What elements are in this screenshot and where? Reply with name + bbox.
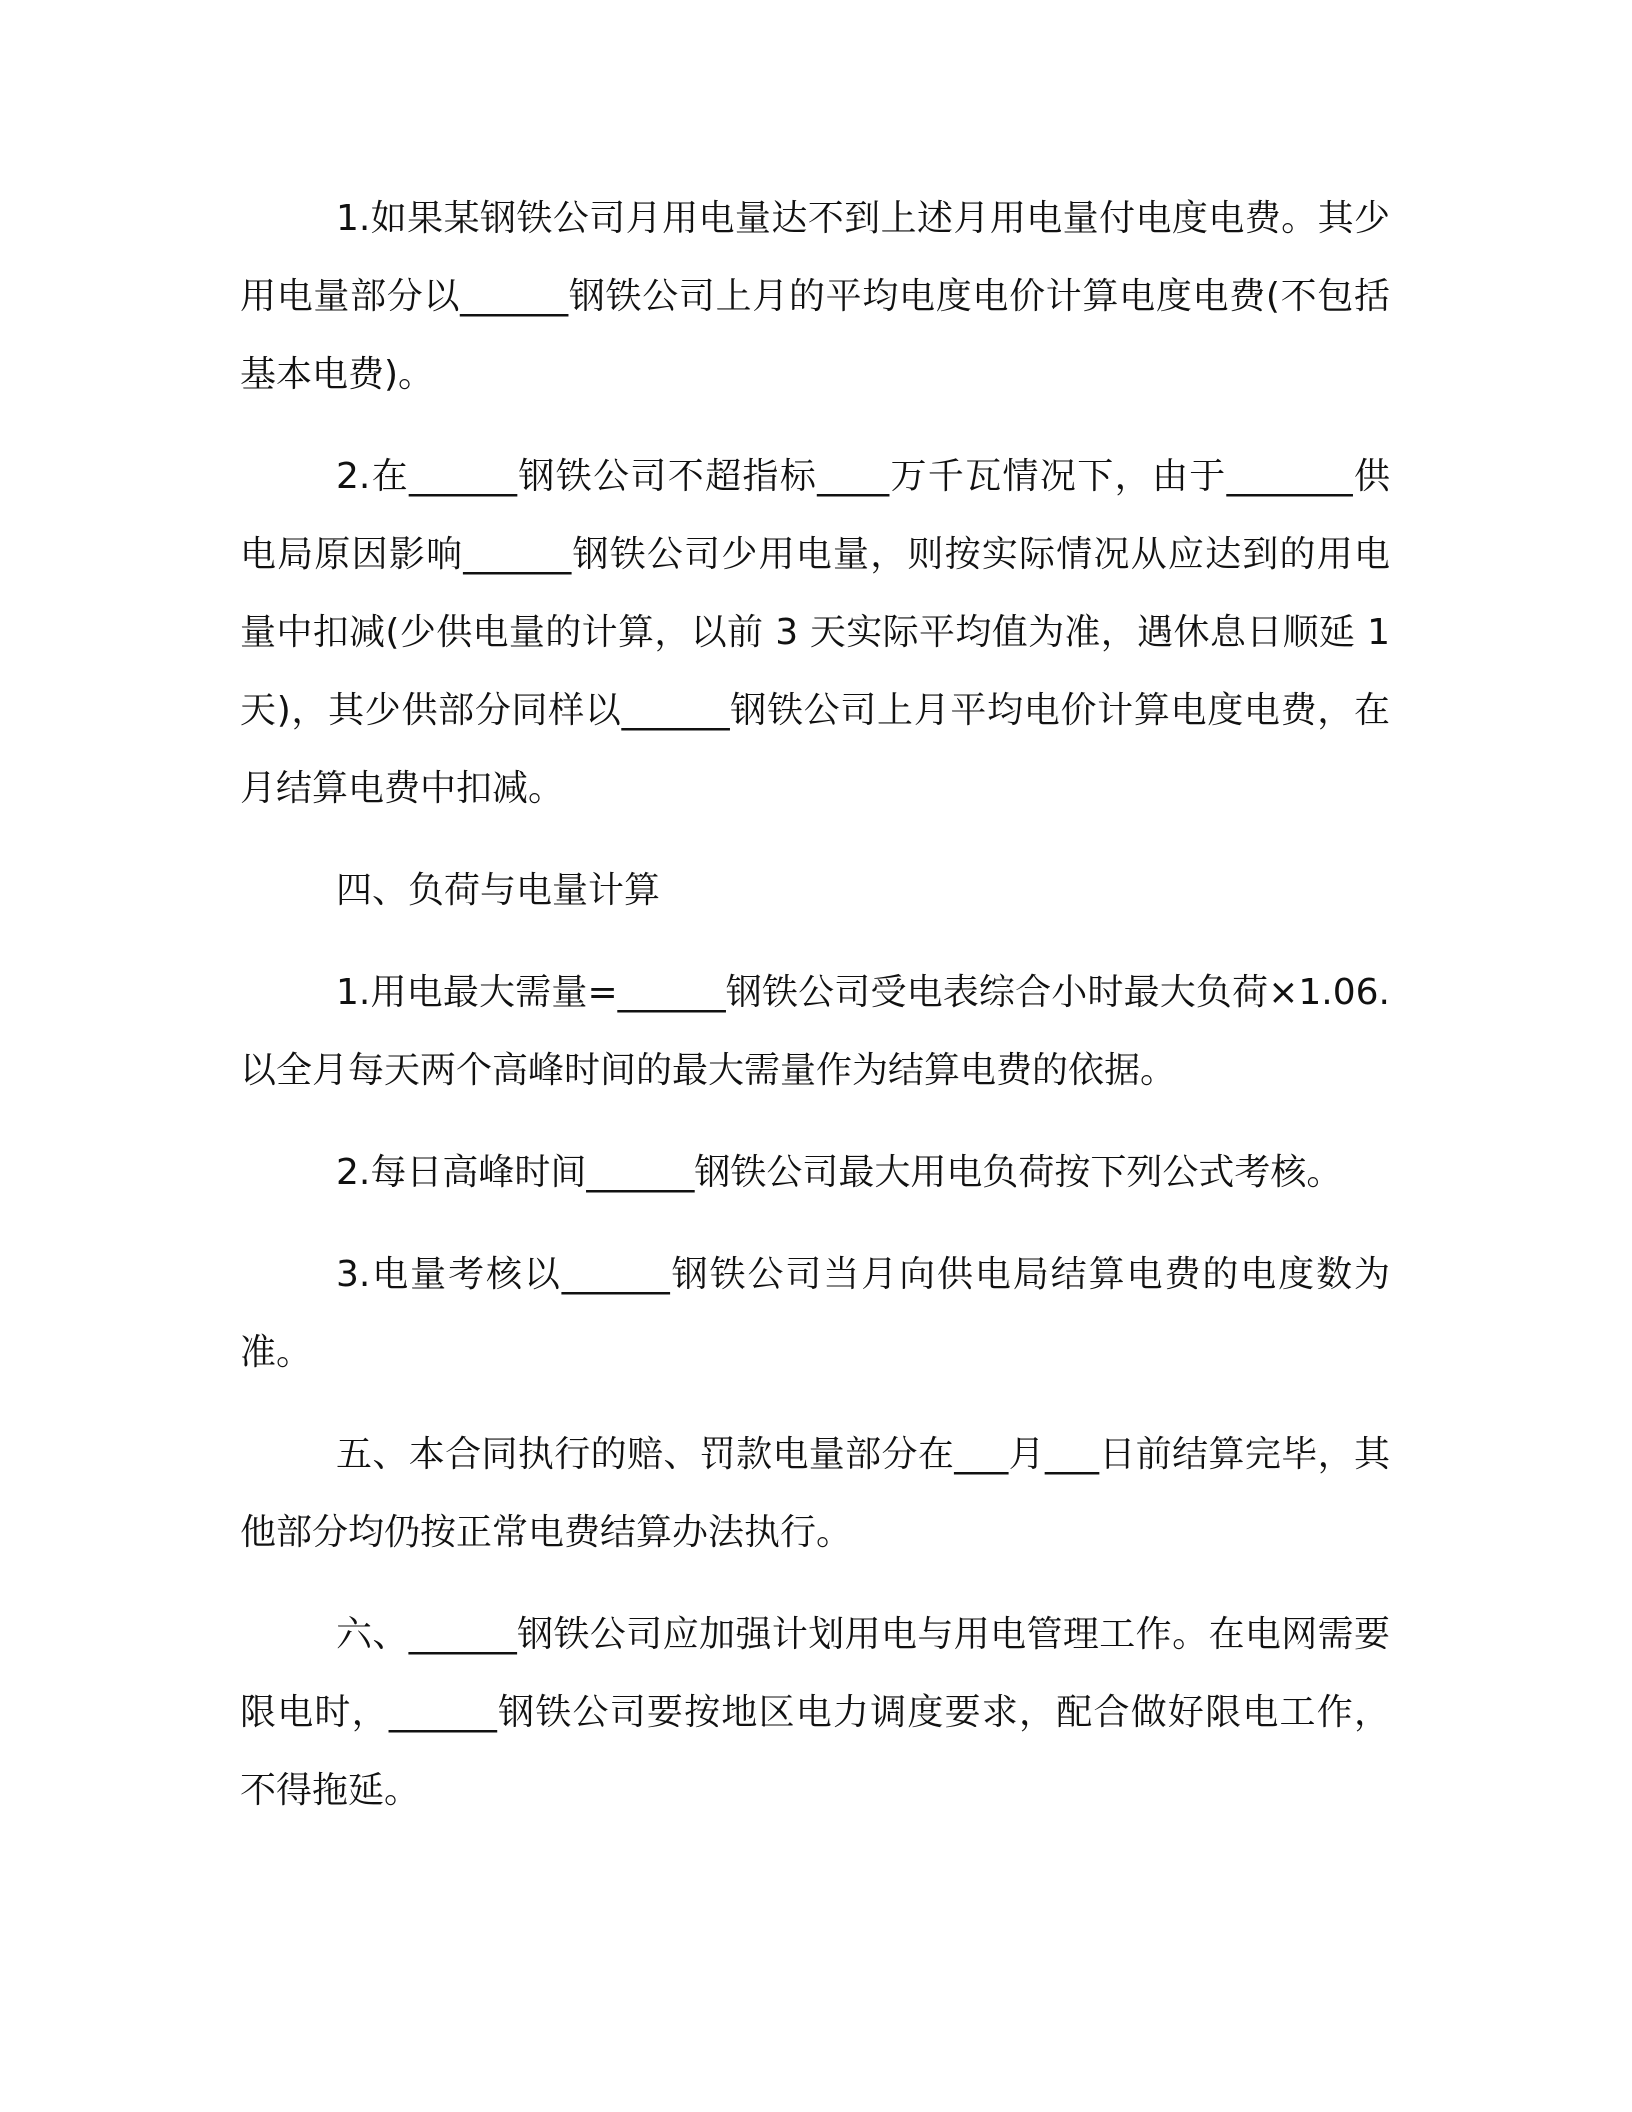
paragraph-supply-deduction: 2.在______钢铁公司不超指标____万千瓦情况下，由于_______供电局原因影响______钢铁公司少用电量，则按实际情况从应达到的用电量中扣减(少供电量的计算，以前 3 天实际平均值为准，遇休息日顺延 1 天)，其少供部分同样以______钢铁公司上月平均电价计算电度电费，在月结算电费中扣减。 (240, 456, 1390, 809)
paragraph-penalty-settlement: 五、本合同执行的赔、罚款电量部分在___月___日前结算完毕，其他部分均仍按正常电费结算办法执行。 (240, 1434, 1390, 1553)
document-body (240, 180, 1390, 1854)
paragraph-peak-load: 2.每日高峰时间______钢铁公司最大用电负荷按下列公式考核。 (336, 1152, 1343, 1193)
paragraph-max-demand: 1.用电最大需量=______钢铁公司受电表综合小时最大负荷×1.06.以全月每天两个高峰时间的最大需量作为结算电费的依据。 (240, 972, 1390, 1091)
paragraph-shortfall-billing: 1.如果某钢铁公司月用电量达不到上述月用电量付电度电费。其少用电量部分以______钢铁公司上月的平均电度电价计算电度电费(不包括基本电费)。 (240, 198, 1390, 395)
section-heading-load-calculation: 四、负荷与电量计算 (336, 870, 661, 911)
paragraph-power-management: 六、______钢铁公司应加强计划用电与用电管理工作。在电网需要限电时，______钢铁公司要按地区电力调度要求，配合做好限电工作，不得拖延。 (240, 1614, 1390, 1811)
paragraph-energy-assessment: 3.电量考核以______钢铁公司当月向供电局结算电费的电度数为准。 (240, 1254, 1390, 1373)
